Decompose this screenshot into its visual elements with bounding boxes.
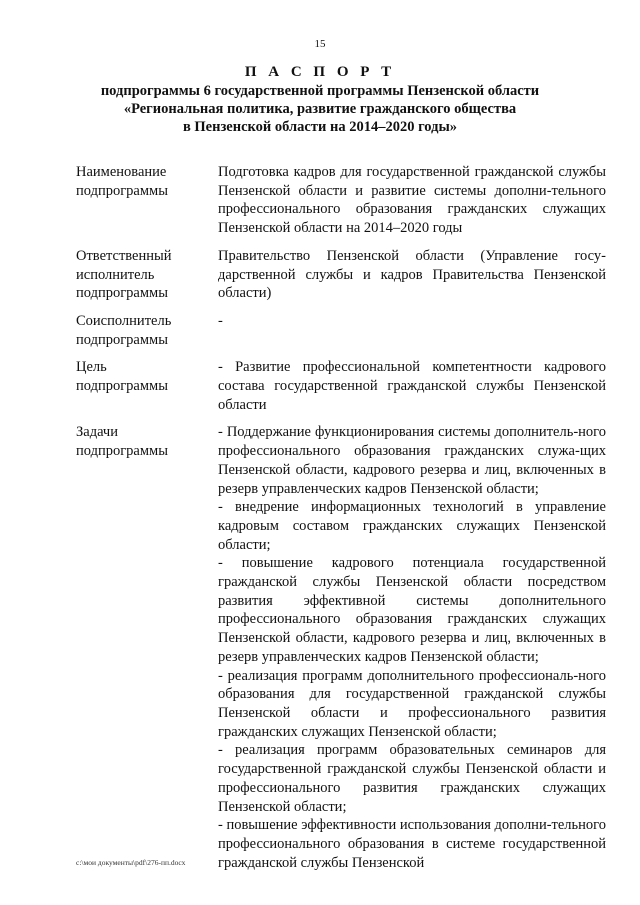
task-item: - повышение кадрового потенциала государственной гражданской службы Пензенской области посредством развития эффективной системы дополнительного профессионального образования гражданских служащих Пензенской области, кадрового резерва и лиц, включенных в резерв управленческих кадров Пензенской области; xyxy=(218,555,606,665)
label-line: Ответственный xyxy=(76,247,172,264)
label-line: подпрограммы xyxy=(76,378,168,395)
passport-row-tasks xyxy=(76,423,606,872)
row-value: Правительство Пензенской области (Управление госу-дарственной службы и кадров Правительства Пензенской области) xyxy=(218,247,606,302)
file-path-footer: c:\мои документы\pdf\276-пп.docx xyxy=(76,858,186,867)
row-label xyxy=(76,423,218,872)
task-item: - внедрение информационных технологий в управление кадровым составом гражданских служащих Пензенской области; xyxy=(218,499,606,553)
label-line: Задачи xyxy=(76,424,118,441)
document-title: П А С П О Р Т xyxy=(244,64,396,80)
page-number: 15 xyxy=(314,38,326,50)
task-item: - реализация программ дополнительного профессиональ-ного образования для государственной гражданской службы Пензенской области и профессионального развития гражданских служащих Пензенской области; xyxy=(218,667,606,740)
subtitle-line: «Региональная политика, развитие гражданского общества xyxy=(123,101,517,117)
row-value: - Развитие профессиональной компетентности кадрового состава государственной гражданской службы Пензенской области xyxy=(218,359,606,413)
label-line: подпрограммы xyxy=(76,443,168,460)
row-label xyxy=(76,358,218,414)
row-value: - xyxy=(218,312,223,329)
passport-row-goal xyxy=(76,358,606,414)
row-value: Подготовка кадров для государственной гражданской службы Пензенской области и развитие системы дополни-тельного профессионального образования гражданских служащих Пензенской области на 2014–2020 годы xyxy=(218,164,606,237)
passport-row-coexecutor xyxy=(76,312,606,349)
label-line: подпрограммы xyxy=(76,182,168,199)
row-label xyxy=(76,163,218,238)
subtitle-line: в Пензенской области на 2014–2020 годы» xyxy=(182,119,458,135)
task-item: - реализация программ образовательных семинаров для государственной гражданской службы Пензенской области и профессионального развития гражданских служащих Пензенской области; xyxy=(218,742,606,815)
label-line: Наименование xyxy=(76,164,167,180)
document-subtitle xyxy=(60,82,580,136)
task-item: - повышение эффективности использования дополни-тельного профессионального образования в системе государственной гражданской службы Пензенской xyxy=(218,817,606,871)
label-line: исполнитель xyxy=(76,266,155,283)
passport-table xyxy=(76,163,606,881)
row-label xyxy=(76,312,218,349)
label-line: подпрограммы xyxy=(76,285,168,302)
task-item: - Поддержание функционирования системы дополнитель-ного профессионального образования гражданских служа-щих Пензенской области, кадрового резерва и лиц, включенных в резерв управленческих кадров Пензенской области; xyxy=(218,424,606,497)
label-line: Соисполнитель xyxy=(76,312,172,329)
row-label xyxy=(76,247,218,303)
passport-row-responsible xyxy=(76,247,606,303)
row-value xyxy=(218,423,606,872)
passport-row-name xyxy=(76,163,606,238)
subtitle-line: подпрограммы 6 государственной программы Пензенской области xyxy=(100,83,540,99)
label-line: подпрограммы xyxy=(76,331,168,348)
label-line: Цель xyxy=(76,359,107,376)
